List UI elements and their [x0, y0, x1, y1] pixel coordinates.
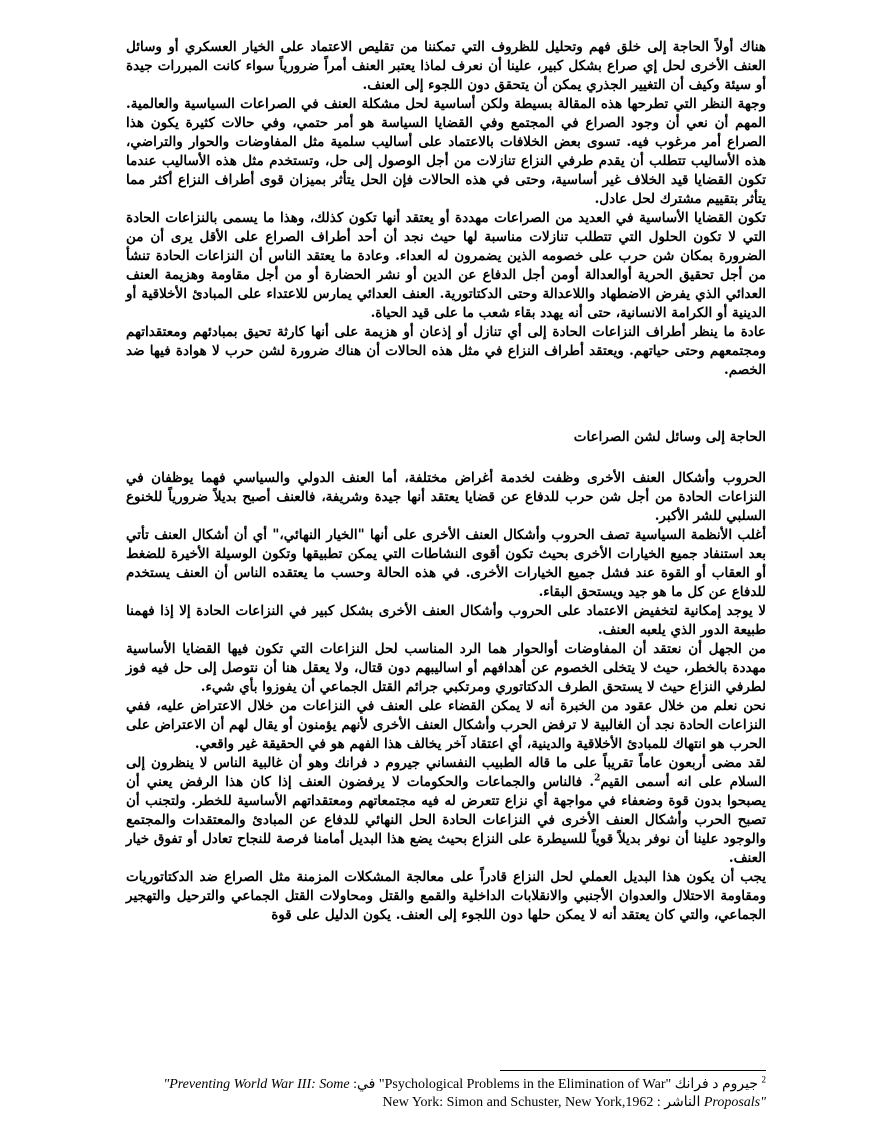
footnote-book-title: "Preventing World War III: Some Proposals" — [163, 1077, 766, 1110]
footnote-divider — [500, 1070, 766, 1071]
paragraph-with-footnote — [126, 754, 766, 868]
paragraph-text: . فالناس والجماعات والحكومات لا يرفضون العنف إذا كان هذا الرفض يعني أن يصبحوا بدون قوة وضعفاء في مواجهة أي نزاع تتعرض له فيه مجتمعاتهم ومعتقداتهم الأساسية للخطر. ولتجنب أن تصبح الحرب وأشكال العنف الأخرى في النزاعات الحادة الحل النهائي للدفاع عن المبادئ والمعتقدات والمجتمع والوجود علينا أن نوفر بديلاً قوياً للسيطرة على النزاع بحيث يضع هذا البديل أمامنا فرصة للنجاح تعادل أو تفوق خيار العنف. — [126, 774, 766, 866]
paragraph: وجهة النظر التي تطرحها هذه المقالة بسيطة ولكن أساسية لحل مشكلة العنف في الصراعات السياسية والعالمية. المهم أن نعي أن وجود الصراع في المجتمع وفي القضايا السياسة هو أمر حتمي، وفي حالات كثيرة يكون هذا الصراع أمر مرغوب فيه. تسوى بعض الخلافات بالاعتماد على أساليب سلمية مثل المفاوضات والحوار والتراضي، هذه الأساليب تتطلب أن يقدم طرفي النزاع تنازلات من أجل الوصول إلى حل، وتستخدم مثل هذه الأساليب عندما تكون القضايا قيد الخلاف غير أساسية، وحتى في هذه الحالات فإن الحل يتأثر بميزان قوى أطراف النزاع أكثر مما يتأثر بتقييم مشترك لحل عادل. — [126, 96, 766, 207]
footnote-author: جيروم د فرانك — [674, 1077, 758, 1092]
footnote-in-label: في: — [353, 1077, 376, 1092]
paragraph-text: لقد مضى أربعون عاماً تقريباً على ما قاله الطبيب النفساني جيروم د فرانك وهو أن غالبية الناس لا ينظرون إلى السلام على انه أسمى القيم — [126, 755, 766, 790]
footnote — [126, 1076, 766, 1112]
paragraph: تكون القضايا الأساسية في العديد من الصراعات مهددة أو يعتقد أنها تكون كذلك، وهذا ما يسمى بالنزاعات الحادة التي لا تكون الحلول التي تتطلب تنازلات مناسبة لها حيث نجد أن أحد أطراف الصراع على الأقل يرى أن من الضرورة بمكان شن حرب على خصومه الذين يضمرون له العداء. وعادة ما يعتقد الناس أن النزاعات الحادة تنشأ من أجل تحقيق الحرية أوالعدالة أومن أجل الدفاع عن الدين أو نشر الحضارة أو من أجل مقاومة وهزيمة العنف العدائي الذي يفرض الاضطهاد واللاعدالة وحتى الدكتاتورية. العنف العدائي يمارس للاعتداء على المبادئ الأخلاقية أو الدينية أو الكرامة الانسانية، حتى أنه يهدد بقاء شعب ما على قيد الحياة. — [126, 210, 766, 321]
section-heading: الحاجة إلى وسائل لشن الصراعات — [573, 429, 766, 445]
section-intro — [126, 38, 766, 380]
footnote-publisher-label: الناشر : — [656, 1095, 701, 1110]
paragraph: لا يوجد إمكانية لتخفيض الاعتماد على الحروب وأشكال العنف الأخرى بشكل كبير في النزاعات الحادة إلا إذا فهمنا طبيعة الدور الذي يلعبه العنف. — [126, 603, 766, 638]
paragraph: هناك أولاً الحاجة إلى خلق فهم وتحليل للظروف التي تمكننا من تقليص الاعتماد على الخيار العسكري أو وسائل العنف الأخرى لحل إي صراع بشكل كبير، علينا أن نعرف لماذا يعتبر العنف أمراً ضرورياً سواء كانت المبررات جيدة أو سيئة وكيف أن التغيير الجذري يمكن أن يتحقق دون اللجوء إلى العنف. — [126, 39, 766, 93]
footnote-article-title: "Psychological Problems in the Elimination of War" — [378, 1077, 672, 1092]
paragraph: من الجهل أن نعتقد أن المفاوضات أوالحوار هما الرد المناسب لحل النزاعات التي تكون فيها القضايا الأساسية مهددة بالخطر، حيث لا يتخلى الخصوم عن أهدافهم أو اساليبهم دون قتال، ولا يعقل هنا أن نتوصل إلى حل فيه فوز لطرفي النزاع حيث لا يستحق الطرف الدكتاتوري ومرتكبي جرائم القتل الجماعي أن يفوزوا بأي شيء. — [126, 641, 766, 695]
paragraph: أغلب الأنظمة السياسية تصف الحروب وأشكال العنف الأخرى على أنها "الخيار النهائي،" أي أن أشكال العنف تأتي بعد استنفاد جميع الخيارات الأخرى بحيث تكون أقوى النشاطات التي يمكن تطبيقها وتكون الوسيلة الأخيرة للضغط أو العقاب أو القوة عند فشل جميع الخيارات الأخرى. في هذه الحالة وحسب ما يعتقده الناس أن العنف يستخدم للدفاع عن كل ما هو جيد ويستحق البقاء. — [126, 527, 766, 600]
paragraph: يجب أن يكون هذا البديل العملي لحل النزاع قادراً على معالجة المشكلات المزمنة مثل الصراع ضد الدكتاتوريات ومقاومة الاحتلال والعدوان الأجنبي والانقلابات الداخلية والقمع والقتل ومحاولات القتل الجماعي والترحيل والتهجير الجماعي، والتي كان يعتقد أنه لا يمكن حلها دون اللجوء إلى العنف. يكون الدليل على قوة — [126, 869, 766, 923]
paragraph: عادة ما ينظر أطراف النزاعات الحادة إلى أي تنازل أو إذعان أو هزيمة على أنها كارثة تحيق بمبادئهم ومعتقداتهم ومجتمعهم وحتى حياتهم. ويعتقد أطراف النزاع في مثل هذه الحالات أن هناك ضرورة لشن حرب لا هوادة فيها ضد الخصم. — [126, 324, 766, 378]
footnote-publisher: New York: Simon and Schuster, New York,1962 — [382, 1095, 654, 1110]
paragraph: الحروب وأشكال العنف الأخرى وظفت لخدمة أغراض مختلفة، أما العنف الدولي والسياسي فهما يوظفان في النزاعات الحادة من أجل شن حرب للدفاع عن قضايا يعتقد أنها جيدة وشريفة، فالعنف أصبح بديلاً ضرورياً للخنوع السلبي للشر الأكبر. — [126, 470, 766, 524]
footnote-marker: 2 — [594, 773, 601, 784]
footnote-number: 2 — [761, 1074, 766, 1085]
document-body — [126, 38, 766, 925]
section-means — [126, 428, 766, 925]
paragraph: نحن نعلم من خلال عقود من الخبرة أنه لا يمكن القضاء على العنف في النزاعات من خلال الاعتراض عليه، ففي النزاعات الحادة نجد أن الغالبية لا ترفض الحرب وأشكال العنف الأخرى لأنهم يؤمنون أو يقال لهم أن الاعتراض على الحرب هو انتهاك للمبادئ الأخلاقية والدينية، أي اعتقاد آخر يخالف هذا الفهم هو في الحقيقة غير واقعي. — [126, 698, 766, 752]
